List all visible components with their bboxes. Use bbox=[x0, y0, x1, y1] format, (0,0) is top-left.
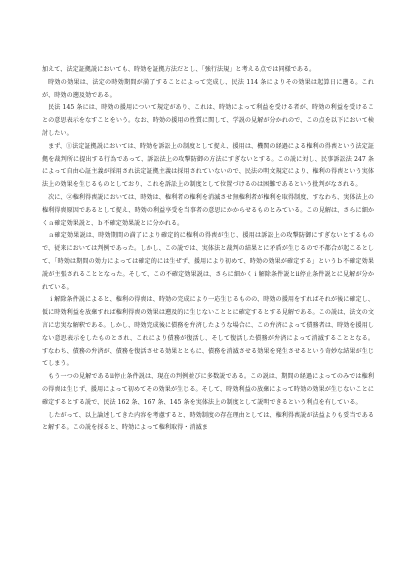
paragraph-3: 民法 145 条には、時効の援用について規定があり、これは、時効によって利益を受ける者が、時効の利益を受けることの意思表示をなすことをいう。なお、時効の援用の性質に関して、学説の見解が分かれので、この点を以下において検討したい。 bbox=[42, 104, 374, 137]
paragraph-2: 時効の効果は、法定の時効期間が満了することによって完成し、民法 114 条によりその効果は起算日に遡る。これが、時効の遡及効である。 bbox=[42, 78, 374, 99]
paragraph-9: したがって、以上論述してきた内容を考慮すると、時効制度の存在理由としては、権利得喪説が法益よりも妥当であると解する。この説を採ると、時効によって権利取得・消滅ま bbox=[42, 411, 374, 432]
body-text bbox=[42, 64, 374, 435]
paragraph-8: もう一つの見解であるⅱ停止条件説は、現在の判例並びに多数説である。この説は、期間の経過によってのみでは権利の得喪は生じず、援用によって初めてその効果が生じる。そして、時効利益の放棄によって時効の効果が生じないことに確定するとする説で、民法 162 条、167 条、145 条を実体法上の制度として説明できるという利点を有している。 bbox=[42, 373, 374, 406]
paragraph-1: 加えて、法定証拠説においても、時効を証拠方法だとし、「強行法規」と考える点では同様である。 bbox=[42, 66, 316, 73]
paragraph-4: まず、①法定証拠説においては、時効を訴訟上の制度として捉え、援用は、機関の経過による権利の得喪という法定証拠を裁判所に提出する行為であって、訴訟法上の攻撃防御の方法にすぎないとする。この説に対し、民事訴訟法 247 条によって自由心証主義が採用され法定証拠主義は採用されていないので、民法の明文規定により、権利の得喪という実体法上の効果を生じるものとしており、これを訴訟上の制度として位置づけるのは困難であるという批判がなされる。 bbox=[42, 142, 374, 189]
paragraph-6: ａ確定効果説は、時効期間の満了により確定的に権利の得喪が生じ、援用は訴訟上の攻撃防御にすぎないとするもので、従来においては判例であった。しかし、この説では、実体法と裁判の結果とに矛盾が生じるので不都合が起こるとして、「時効は期間の効力によっては確定的には生ぜず、援用により初めて、時効の効果が確定する」というｂ不確定効果説が主張されることとなった。そして、この不確定効果説は、さらに細かくｉ解除条件説とⅱ停止条件説とに見解が分かれている。 bbox=[42, 232, 374, 291]
paragraph-7: ｉ解除条件説によると、権利の得喪は、時効の完成により一応生じるものの、時効の援用をすればそれが後に確定し、仮に時効利益を放棄すれば権利得喪の効果は遡及的に生じないこととに確定するとする見解である。この説は、法文の文言に忠実な解釈である。しかし、時効完成後に債務を弁済したような場合に、この弁済によって債務者は、時効を援用しない意思表示をしたものとされ、これにより債務が復活し、そして復活した債務が弁済によって消滅することとなる。すなわち、債務の弁済が、債務を復活させる効果とともに、債務を消滅させる効果を発生させるという奇妙な結果が生じてしまう。 bbox=[42, 296, 374, 368]
paragraph-5: 次に、②権利得喪説においては、時効は、権利者の権利を消滅させ無権利者が権利を取得制度、すなわち、実体法上の権利得喪原因であるとして捉え、時効の利益享受を当事者の意思にかからせるものとみている。この見解は、さらに細かくａ確定効果説と、ｂ不確定効果説とに分かれる。 bbox=[42, 193, 374, 227]
